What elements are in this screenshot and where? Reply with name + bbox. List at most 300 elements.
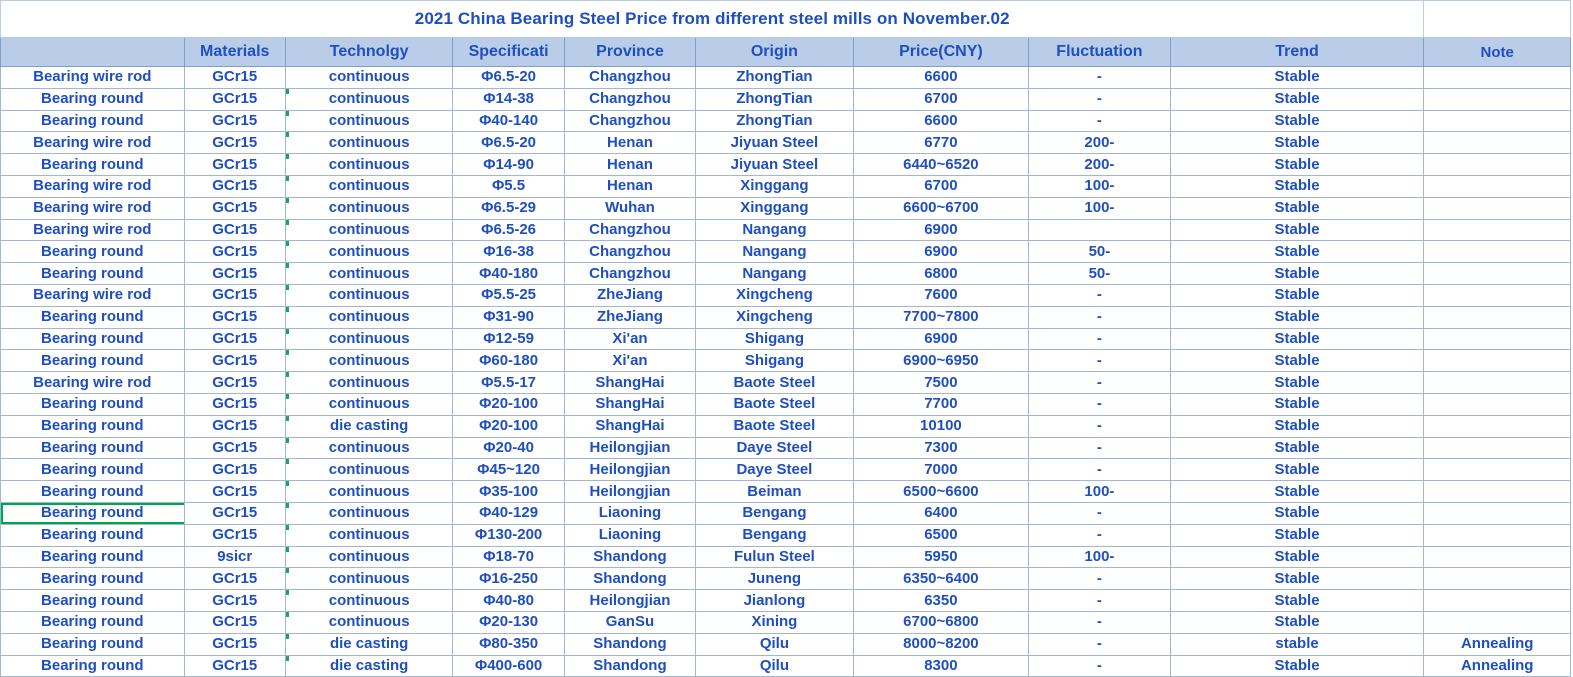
- cell-province[interactable]: Shandong: [564, 655, 695, 677]
- cell-province[interactable]: Heilongjian: [564, 459, 695, 481]
- cell-technolgy[interactable]: continuous: [285, 502, 453, 524]
- column-header-fluctuation[interactable]: Fluctuation: [1029, 38, 1170, 67]
- cell-origin[interactable]: Xinggang: [696, 197, 853, 219]
- cell-price[interactable]: 6700~6800: [853, 611, 1029, 633]
- cell-origin[interactable]: Bengang: [696, 524, 853, 546]
- cell-price[interactable]: 7700~7800: [853, 306, 1029, 328]
- cell-product[interactable]: Bearing round: [1, 415, 185, 437]
- table-row[interactable]: [1, 502, 1571, 524]
- cell-price[interactable]: 6440~6520: [853, 154, 1029, 176]
- cell-specificati[interactable]: Φ16-38: [453, 241, 564, 263]
- table-row[interactable]: [1, 241, 1571, 263]
- cell-materials[interactable]: GCr15: [184, 459, 285, 481]
- cell-trend[interactable]: Stable: [1170, 154, 1424, 176]
- cell-note[interactable]: [1424, 481, 1571, 503]
- cell-price[interactable]: 6800: [853, 263, 1029, 285]
- cell-fluctuation[interactable]: 100-: [1029, 175, 1170, 197]
- table-row[interactable]: [1, 415, 1571, 437]
- cell-technolgy[interactable]: continuous: [285, 590, 453, 612]
- cell-trend[interactable]: Stable: [1170, 502, 1424, 524]
- cell-trend[interactable]: Stable: [1170, 415, 1424, 437]
- cell-trend[interactable]: Stable: [1170, 110, 1424, 132]
- cell-fluctuation[interactable]: -: [1029, 524, 1170, 546]
- cell-materials[interactable]: GCr15: [184, 132, 285, 154]
- cell-trend[interactable]: Stable: [1170, 219, 1424, 241]
- cell-province[interactable]: Heilongjian: [564, 481, 695, 503]
- table-row[interactable]: [1, 611, 1571, 633]
- cell-specificati[interactable]: Φ40-140: [453, 110, 564, 132]
- cell-price[interactable]: 6600~6700: [853, 197, 1029, 219]
- cell-price[interactable]: 6500: [853, 524, 1029, 546]
- cell-fluctuation[interactable]: 100-: [1029, 197, 1170, 219]
- cell-price[interactable]: 6350~6400: [853, 568, 1029, 590]
- cell-product[interactable]: Bearing round: [1, 633, 185, 655]
- cell-note[interactable]: [1424, 197, 1571, 219]
- cell-technolgy[interactable]: continuous: [285, 241, 453, 263]
- cell-product[interactable]: Bearing round: [1, 481, 185, 503]
- cell-technolgy[interactable]: continuous: [285, 459, 453, 481]
- cell-fluctuation[interactable]: 100-: [1029, 481, 1170, 503]
- cell-fluctuation[interactable]: 50-: [1029, 263, 1170, 285]
- cell-price[interactable]: 6600: [853, 67, 1029, 89]
- cell-product[interactable]: Bearing round: [1, 546, 185, 568]
- cell-price[interactable]: 7700: [853, 393, 1029, 415]
- cell-origin[interactable]: Qilu: [696, 633, 853, 655]
- cell-specificati[interactable]: Φ5.5-17: [453, 372, 564, 394]
- cell-specificati[interactable]: Φ20-130: [453, 611, 564, 633]
- table-row[interactable]: [1, 590, 1571, 612]
- cell-note[interactable]: [1424, 437, 1571, 459]
- cell-technolgy[interactable]: continuous: [285, 546, 453, 568]
- cell-origin[interactable]: Fulun Steel: [696, 546, 853, 568]
- cell-trend[interactable]: Stable: [1170, 328, 1424, 350]
- table-row[interactable]: [1, 67, 1571, 89]
- cell-technolgy[interactable]: die casting: [285, 415, 453, 437]
- cell-materials[interactable]: GCr15: [184, 481, 285, 503]
- cell-product[interactable]: Bearing wire rod: [1, 219, 185, 241]
- cell-product[interactable]: Bearing round: [1, 502, 185, 524]
- table-row[interactable]: [1, 524, 1571, 546]
- cell-origin[interactable]: Nangang: [696, 241, 853, 263]
- cell-materials[interactable]: GCr15: [184, 110, 285, 132]
- cell-province[interactable]: Henan: [564, 175, 695, 197]
- cell-province[interactable]: Wuhan: [564, 197, 695, 219]
- cell-fluctuation[interactable]: 200-: [1029, 132, 1170, 154]
- cell-price[interactable]: 10100: [853, 415, 1029, 437]
- cell-price[interactable]: 6700: [853, 175, 1029, 197]
- cell-province[interactable]: Liaoning: [564, 502, 695, 524]
- cell-province[interactable]: Changzhou: [564, 263, 695, 285]
- cell-specificati[interactable]: Φ60-180: [453, 350, 564, 372]
- cell-specificati[interactable]: Φ5.5-25: [453, 284, 564, 306]
- cell-note[interactable]: [1424, 67, 1571, 89]
- column-header-note[interactable]: Note: [1424, 38, 1571, 67]
- cell-province[interactable]: Xi'an: [564, 328, 695, 350]
- cell-specificati[interactable]: Φ6.5-20: [453, 132, 564, 154]
- table-row[interactable]: [1, 175, 1571, 197]
- cell-technolgy[interactable]: continuous: [285, 67, 453, 89]
- cell-product[interactable]: Bearing round: [1, 263, 185, 285]
- cell-note[interactable]: [1424, 110, 1571, 132]
- cell-trend[interactable]: Stable: [1170, 132, 1424, 154]
- cell-note[interactable]: [1424, 241, 1571, 263]
- cell-materials[interactable]: GCr15: [184, 568, 285, 590]
- cell-materials[interactable]: GCr15: [184, 524, 285, 546]
- cell-materials[interactable]: GCr15: [184, 328, 285, 350]
- cell-price[interactable]: 8300: [853, 655, 1029, 677]
- cell-technolgy[interactable]: continuous: [285, 263, 453, 285]
- cell-province[interactable]: Henan: [564, 132, 695, 154]
- cell-province[interactable]: Liaoning: [564, 524, 695, 546]
- cell-technolgy[interactable]: continuous: [285, 372, 453, 394]
- cell-technolgy[interactable]: continuous: [285, 393, 453, 415]
- cell-province[interactable]: Shandong: [564, 633, 695, 655]
- table-row[interactable]: [1, 633, 1571, 655]
- cell-materials[interactable]: GCr15: [184, 502, 285, 524]
- cell-province[interactable]: Changzhou: [564, 67, 695, 89]
- cell-note[interactable]: [1424, 415, 1571, 437]
- cell-origin[interactable]: Jiyuan Steel: [696, 154, 853, 176]
- cell-specificati[interactable]: Φ20-100: [453, 415, 564, 437]
- cell-fluctuation[interactable]: -: [1029, 110, 1170, 132]
- cell-origin[interactable]: Jianlong: [696, 590, 853, 612]
- cell-technolgy[interactable]: continuous: [285, 88, 453, 110]
- cell-technolgy[interactable]: die casting: [285, 655, 453, 677]
- cell-specificati[interactable]: Φ20-100: [453, 393, 564, 415]
- cell-price[interactable]: 6400: [853, 502, 1029, 524]
- cell-product[interactable]: Bearing wire rod: [1, 175, 185, 197]
- column-header-product[interactable]: [1, 38, 185, 67]
- table-row[interactable]: [1, 459, 1571, 481]
- cell-price[interactable]: 7600: [853, 284, 1029, 306]
- cell-materials[interactable]: GCr15: [184, 154, 285, 176]
- cell-technolgy[interactable]: continuous: [285, 524, 453, 546]
- cell-fluctuation[interactable]: 50-: [1029, 241, 1170, 263]
- cell-technolgy[interactable]: continuous: [285, 219, 453, 241]
- cell-product[interactable]: Bearing round: [1, 611, 185, 633]
- table-row[interactable]: [1, 393, 1571, 415]
- cell-price[interactable]: 5950: [853, 546, 1029, 568]
- cell-fluctuation[interactable]: -: [1029, 655, 1170, 677]
- cell-origin[interactable]: ZhongTian: [696, 110, 853, 132]
- cell-specificati[interactable]: Φ80-350: [453, 633, 564, 655]
- cell-price[interactable]: 6350: [853, 590, 1029, 612]
- cell-specificati[interactable]: Φ6.5-29: [453, 197, 564, 219]
- cell-technolgy[interactable]: continuous: [285, 154, 453, 176]
- table-row[interactable]: [1, 655, 1571, 677]
- cell-trend[interactable]: Stable: [1170, 350, 1424, 372]
- cell-trend[interactable]: Stable: [1170, 393, 1424, 415]
- table-row[interactable]: [1, 568, 1571, 590]
- cell-province[interactable]: Changzhou: [564, 88, 695, 110]
- cell-materials[interactable]: 9sicr: [184, 546, 285, 568]
- cell-origin[interactable]: Xingcheng: [696, 284, 853, 306]
- cell-product[interactable]: Bearing round: [1, 306, 185, 328]
- cell-fluctuation[interactable]: [1029, 219, 1170, 241]
- table-row[interactable]: [1, 350, 1571, 372]
- cell-fluctuation[interactable]: -: [1029, 350, 1170, 372]
- cell-materials[interactable]: GCr15: [184, 219, 285, 241]
- cell-materials[interactable]: GCr15: [184, 284, 285, 306]
- cell-product[interactable]: Bearing round: [1, 524, 185, 546]
- cell-note[interactable]: [1424, 328, 1571, 350]
- cell-materials[interactable]: GCr15: [184, 263, 285, 285]
- table-row[interactable]: [1, 154, 1571, 176]
- cell-note[interactable]: Annealing: [1424, 633, 1571, 655]
- cell-trend[interactable]: Stable: [1170, 459, 1424, 481]
- cell-materials[interactable]: GCr15: [184, 393, 285, 415]
- cell-fluctuation[interactable]: -: [1029, 306, 1170, 328]
- cell-price[interactable]: 7300: [853, 437, 1029, 459]
- cell-product[interactable]: Bearing wire rod: [1, 372, 185, 394]
- cell-technolgy[interactable]: continuous: [285, 175, 453, 197]
- cell-note[interactable]: [1424, 132, 1571, 154]
- cell-fluctuation[interactable]: -: [1029, 284, 1170, 306]
- cell-materials[interactable]: GCr15: [184, 415, 285, 437]
- cell-fluctuation[interactable]: 200-: [1029, 154, 1170, 176]
- table-row[interactable]: [1, 110, 1571, 132]
- table-row[interactable]: [1, 328, 1571, 350]
- cell-note[interactable]: [1424, 350, 1571, 372]
- cell-trend[interactable]: Stable: [1170, 568, 1424, 590]
- cell-fluctuation[interactable]: -: [1029, 393, 1170, 415]
- cell-trend[interactable]: Stable: [1170, 590, 1424, 612]
- cell-origin[interactable]: Shigang: [696, 350, 853, 372]
- cell-province[interactable]: Changzhou: [564, 219, 695, 241]
- cell-technolgy[interactable]: continuous: [285, 350, 453, 372]
- cell-product[interactable]: Bearing round: [1, 154, 185, 176]
- table-row[interactable]: [1, 263, 1571, 285]
- cell-materials[interactable]: GCr15: [184, 175, 285, 197]
- cell-trend[interactable]: Stable: [1170, 175, 1424, 197]
- cell-materials[interactable]: GCr15: [184, 655, 285, 677]
- cell-product[interactable]: Bearing round: [1, 655, 185, 677]
- cell-price[interactable]: 6900: [853, 241, 1029, 263]
- cell-technolgy[interactable]: continuous: [285, 132, 453, 154]
- cell-note[interactable]: [1424, 459, 1571, 481]
- cell-fluctuation[interactable]: -: [1029, 67, 1170, 89]
- cell-note[interactable]: [1424, 502, 1571, 524]
- cell-materials[interactable]: GCr15: [184, 241, 285, 263]
- cell-trend[interactable]: Stable: [1170, 524, 1424, 546]
- cell-price[interactable]: 7000: [853, 459, 1029, 481]
- cell-province[interactable]: ZheJiang: [564, 284, 695, 306]
- cell-origin[interactable]: Jiyuan Steel: [696, 132, 853, 154]
- cell-product[interactable]: Bearing round: [1, 350, 185, 372]
- cell-product[interactable]: Bearing wire rod: [1, 284, 185, 306]
- cell-trend[interactable]: Stable: [1170, 284, 1424, 306]
- cell-technolgy[interactable]: continuous: [285, 611, 453, 633]
- cell-price[interactable]: 6600: [853, 110, 1029, 132]
- cell-province[interactable]: Heilongjian: [564, 590, 695, 612]
- cell-specificati[interactable]: Φ18-70: [453, 546, 564, 568]
- cell-product[interactable]: Bearing round: [1, 590, 185, 612]
- cell-origin[interactable]: Juneng: [696, 568, 853, 590]
- cell-origin[interactable]: Xining: [696, 611, 853, 633]
- cell-materials[interactable]: GCr15: [184, 590, 285, 612]
- column-header-materials[interactable]: Materials: [184, 38, 285, 67]
- table-row[interactable]: [1, 132, 1571, 154]
- cell-origin[interactable]: Bengang: [696, 502, 853, 524]
- cell-note[interactable]: [1424, 175, 1571, 197]
- cell-origin[interactable]: Qilu: [696, 655, 853, 677]
- table-row[interactable]: [1, 437, 1571, 459]
- cell-trend[interactable]: Stable: [1170, 263, 1424, 285]
- cell-note[interactable]: [1424, 154, 1571, 176]
- cell-trend[interactable]: Stable: [1170, 481, 1424, 503]
- table-row[interactable]: [1, 219, 1571, 241]
- cell-price[interactable]: 6900~6950: [853, 350, 1029, 372]
- cell-product[interactable]: Bearing wire rod: [1, 197, 185, 219]
- cell-province[interactable]: ZheJiang: [564, 306, 695, 328]
- cell-specificati[interactable]: Φ400-600: [453, 655, 564, 677]
- cell-origin[interactable]: ZhongTian: [696, 67, 853, 89]
- cell-province[interactable]: ShangHai: [564, 415, 695, 437]
- cell-product[interactable]: Bearing round: [1, 110, 185, 132]
- cell-materials[interactable]: GCr15: [184, 306, 285, 328]
- cell-province[interactable]: ShangHai: [564, 393, 695, 415]
- cell-materials[interactable]: GCr15: [184, 350, 285, 372]
- cell-specificati[interactable]: Φ14-38: [453, 88, 564, 110]
- cell-technolgy[interactable]: continuous: [285, 306, 453, 328]
- cell-trend[interactable]: Stable: [1170, 306, 1424, 328]
- cell-trend[interactable]: stable: [1170, 633, 1424, 655]
- cell-technolgy[interactable]: continuous: [285, 284, 453, 306]
- cell-origin[interactable]: Daye Steel: [696, 437, 853, 459]
- cell-note[interactable]: [1424, 568, 1571, 590]
- cell-materials[interactable]: GCr15: [184, 611, 285, 633]
- cell-province[interactable]: Changzhou: [564, 110, 695, 132]
- cell-product[interactable]: Bearing wire rod: [1, 67, 185, 89]
- table-row[interactable]: [1, 88, 1571, 110]
- cell-origin[interactable]: Baote Steel: [696, 393, 853, 415]
- cell-fluctuation[interactable]: -: [1029, 372, 1170, 394]
- cell-note[interactable]: [1424, 284, 1571, 306]
- cell-province[interactable]: Xi'an: [564, 350, 695, 372]
- cell-origin[interactable]: Xingcheng: [696, 306, 853, 328]
- cell-province[interactable]: GanSu: [564, 611, 695, 633]
- cell-note[interactable]: [1424, 611, 1571, 633]
- cell-technolgy[interactable]: die casting: [285, 633, 453, 655]
- cell-note[interactable]: [1424, 263, 1571, 285]
- cell-product[interactable]: Bearing round: [1, 393, 185, 415]
- cell-province[interactable]: ShangHai: [564, 372, 695, 394]
- column-header-specificati[interactable]: Specificati: [453, 38, 564, 67]
- cell-fluctuation[interactable]: -: [1029, 437, 1170, 459]
- cell-specificati[interactable]: Φ20-40: [453, 437, 564, 459]
- cell-origin[interactable]: ZhongTian: [696, 88, 853, 110]
- cell-province[interactable]: Henan: [564, 154, 695, 176]
- cell-specificati[interactable]: Φ5.5: [453, 175, 564, 197]
- cell-materials[interactable]: GCr15: [184, 372, 285, 394]
- cell-origin[interactable]: Xinggang: [696, 175, 853, 197]
- cell-origin[interactable]: Baote Steel: [696, 415, 853, 437]
- cell-materials[interactable]: GCr15: [184, 437, 285, 459]
- cell-specificati[interactable]: Φ16-250: [453, 568, 564, 590]
- cell-fluctuation[interactable]: -: [1029, 611, 1170, 633]
- cell-price[interactable]: 6700: [853, 88, 1029, 110]
- cell-product[interactable]: Bearing round: [1, 459, 185, 481]
- cell-fluctuation[interactable]: -: [1029, 502, 1170, 524]
- cell-note[interactable]: [1424, 219, 1571, 241]
- cell-note[interactable]: [1424, 372, 1571, 394]
- table-row[interactable]: [1, 306, 1571, 328]
- cell-trend[interactable]: Stable: [1170, 611, 1424, 633]
- cell-province[interactable]: Shandong: [564, 546, 695, 568]
- table-row[interactable]: [1, 546, 1571, 568]
- cell-product[interactable]: Bearing wire rod: [1, 132, 185, 154]
- cell-trend[interactable]: Stable: [1170, 88, 1424, 110]
- table-row[interactable]: [1, 372, 1571, 394]
- cell-specificati[interactable]: Φ6.5-26: [453, 219, 564, 241]
- cell-product[interactable]: Bearing round: [1, 241, 185, 263]
- cell-note[interactable]: [1424, 306, 1571, 328]
- cell-materials[interactable]: GCr15: [184, 88, 285, 110]
- cell-specificati[interactable]: Φ31-90: [453, 306, 564, 328]
- cell-fluctuation[interactable]: -: [1029, 568, 1170, 590]
- cell-fluctuation[interactable]: -: [1029, 633, 1170, 655]
- cell-technolgy[interactable]: continuous: [285, 437, 453, 459]
- cell-note[interactable]: Annealing: [1424, 655, 1571, 677]
- column-header-province[interactable]: Province: [564, 38, 695, 67]
- cell-fluctuation[interactable]: -: [1029, 415, 1170, 437]
- cell-origin[interactable]: Shigang: [696, 328, 853, 350]
- cell-specificati[interactable]: Φ40-180: [453, 263, 564, 285]
- cell-trend[interactable]: Stable: [1170, 546, 1424, 568]
- cell-province[interactable]: Heilongjian: [564, 437, 695, 459]
- cell-product[interactable]: Bearing round: [1, 328, 185, 350]
- cell-product[interactable]: Bearing round: [1, 88, 185, 110]
- cell-materials[interactable]: GCr15: [184, 197, 285, 219]
- cell-specificati[interactable]: Φ45~120: [453, 459, 564, 481]
- cell-origin[interactable]: Nangang: [696, 263, 853, 285]
- cell-specificati[interactable]: Φ130-200: [453, 524, 564, 546]
- cell-origin[interactable]: Daye Steel: [696, 459, 853, 481]
- cell-specificati[interactable]: Φ40-129: [453, 502, 564, 524]
- cell-price[interactable]: 8000~8200: [853, 633, 1029, 655]
- cell-specificati[interactable]: Φ14-90: [453, 154, 564, 176]
- cell-fluctuation[interactable]: -: [1029, 88, 1170, 110]
- cell-price[interactable]: 6770: [853, 132, 1029, 154]
- column-header-price[interactable]: Price(CNY): [853, 38, 1029, 67]
- cell-trend[interactable]: Stable: [1170, 67, 1424, 89]
- cell-product[interactable]: Bearing round: [1, 568, 185, 590]
- table-row[interactable]: [1, 481, 1571, 503]
- cell-product[interactable]: Bearing round: [1, 437, 185, 459]
- cell-trend[interactable]: Stable: [1170, 197, 1424, 219]
- cell-trend[interactable]: Stable: [1170, 241, 1424, 263]
- column-header-trend[interactable]: Trend: [1170, 38, 1424, 67]
- cell-origin[interactable]: Beiman: [696, 481, 853, 503]
- cell-fluctuation[interactable]: -: [1029, 459, 1170, 481]
- cell-price[interactable]: 6500~6600: [853, 481, 1029, 503]
- cell-note[interactable]: [1424, 524, 1571, 546]
- cell-materials[interactable]: GCr15: [184, 67, 285, 89]
- cell-fluctuation[interactable]: -: [1029, 590, 1170, 612]
- cell-technolgy[interactable]: continuous: [285, 110, 453, 132]
- cell-trend[interactable]: Stable: [1170, 655, 1424, 677]
- cell-specificati[interactable]: Φ35-100: [453, 481, 564, 503]
- cell-note[interactable]: [1424, 393, 1571, 415]
- cell-fluctuation[interactable]: 100-: [1029, 546, 1170, 568]
- cell-specificati[interactable]: Φ40-80: [453, 590, 564, 612]
- cell-origin[interactable]: Nangang: [696, 219, 853, 241]
- cell-materials[interactable]: GCr15: [184, 633, 285, 655]
- cell-note[interactable]: [1424, 88, 1571, 110]
- cell-technolgy[interactable]: continuous: [285, 568, 453, 590]
- cell-trend[interactable]: Stable: [1170, 372, 1424, 394]
- column-header-technolgy[interactable]: Technolgy: [285, 38, 453, 67]
